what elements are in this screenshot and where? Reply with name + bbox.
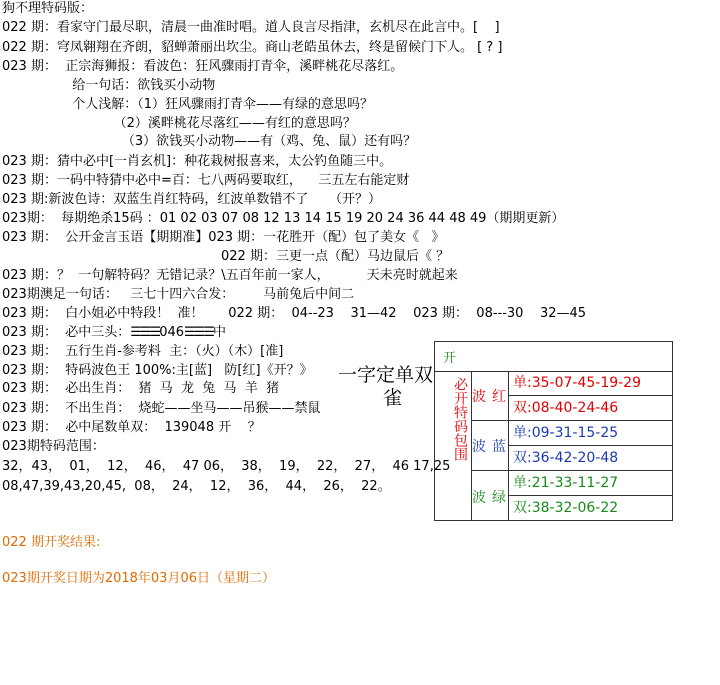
text-line: 023 期：一码中特猜中必中=百：七八两码要取红， 三五左右能定财 — [2, 173, 410, 188]
text-line: 023 期： 特码波色王 100%:主[蓝] 防[红]《开？》 — [2, 363, 313, 378]
blue-odd-row — [509, 421, 672, 446]
line-suffix: 中 — [212, 325, 226, 340]
text-line: 08,47,39,43,20,45, 08， 24， 12， 36， 44， 26， 22。 — [2, 479, 391, 494]
draw-date: 023期开奖日期为2018年03月06日（星期二） — [2, 571, 275, 586]
panel-header-text: 开 — [443, 351, 457, 366]
wave-green-label: 绿波 — [470, 489, 506, 503]
panel-side-text: 必开特码包围 — [452, 377, 468, 461]
text-line: 023 期： 正宗海狮报：看波色：狂风骤雨打青伞，溪畔桃花尽落红。 — [2, 59, 404, 74]
red-odd-row — [509, 371, 672, 396]
wave-blue-cell — [471, 421, 509, 471]
text-line: 022 期：穹凤翱翔在齐朗，貂蝉萧丽出坎尘。商山老皓虽休去，终是留候门下人。 [ ? ] — [2, 40, 503, 55]
row-key: 单: — [513, 375, 532, 391]
text-line: 022 期：三更一点（配）马边鼠后《 ？ — [2, 249, 450, 264]
triple-bar-icon: ☰☰☰ — [184, 325, 213, 340]
line-value: 046 — [159, 325, 185, 340]
text-line: 给一句话：欲钱买小动物 — [2, 78, 216, 93]
text-line: 022 期：看家守门最尽职，清晨一曲准时唱。道人良言尽指津，玄机尽在此言中。[ ] — [2, 20, 500, 35]
text-line: 023 期： 必出生肖： 猪 马 龙 兔 马 羊 猪 — [2, 381, 280, 396]
wave-blue-label: 蓝波 — [470, 438, 506, 453]
wave-red-label: 红波 — [470, 388, 506, 403]
panel-side-label — [435, 371, 472, 520]
triple-bar-icon: ☰☰☰ — [130, 325, 160, 340]
text-line: 023 期： 公开金言玉语【期期准】023 期：一花胜开（配）包了美女《 》 — [2, 230, 445, 245]
text-line: （3）欲钱买小动物——有（鸡、兔、鼠）还有吗？ — [2, 134, 417, 149]
text-line: 023期： 每期绝杀15码 ：01 02 03 07 08 12 13 14 15 19 20 24 36 44 48 49（期期更新） — [2, 211, 565, 226]
row-value: 36-42-20-48 — [531, 450, 619, 466]
green-even-row — [509, 496, 672, 521]
text-line: 023 期： 不出生肖： 烧蛇——坐马——吊猴——禁鼠 — [2, 401, 321, 416]
text-line — [2, 324, 226, 342]
row-key: 双: — [513, 450, 532, 466]
text-line: 023 期:新波色诗：双蓝生肖红特码，红波单数错不了 （开？） — [2, 192, 381, 207]
row-value: 38-32-06-22 — [531, 500, 619, 516]
row-key: 单: — [513, 425, 532, 441]
row-key: 双: — [513, 400, 532, 416]
row-key: 单: — [513, 475, 532, 491]
text-line: 023 期：？ 一句解特码？无错记录？\五百年前一家人， 天未亮时就起来 — [2, 268, 458, 283]
text-line: 023 期： 白小姐必中特段！ 准！ 022 期： 04--23 31—42 023 期： 08---30 32—45 — [2, 306, 587, 321]
row-value: 35-07-45-19-29 — [531, 375, 641, 391]
text-line: 023 期： 必中尾数单双： 139048 开 ？ — [2, 420, 261, 435]
text-line: 023 期：猜中必中[一肖玄机]：种花栽树报喜来，太公钓鱼随三中。 — [2, 154, 393, 169]
doc-title: 狗不理特码版： — [2, 1, 94, 16]
blue-even-row — [509, 446, 672, 471]
text-line: 个人浅解：（1）狂风骤雨打青伞——有绿的意思吗？ — [2, 97, 374, 112]
handwritten-note: 雀 — [383, 387, 403, 409]
text-line: （2）溪畔桃花尽落红——有红的意思吗？ — [2, 116, 356, 131]
text-line: 023期澳足一句话： 三七十四六合发： 马前兔后中间二 — [2, 287, 355, 302]
result-title: 022 期开奖结果: — [2, 535, 101, 550]
text-line: 32，43， 01， 12， 46， 47 06， 38， 19， 22， 27， 46 17,25 — [2, 459, 451, 474]
text-line: 023期特码范围： — [2, 439, 105, 454]
special-code-panel — [434, 341, 673, 521]
row-value: 21-33-11-27 — [531, 475, 619, 491]
wave-red-cell — [471, 371, 509, 421]
row-value: 09-31-15-25 — [531, 425, 619, 441]
wave-green-cell — [471, 471, 509, 521]
row-key: 双: — [513, 500, 532, 516]
text-line: 023 期： 五行生肖-参考料 主：（火）（木）[准] — [2, 344, 284, 359]
line-prefix: 023 期： 必中三头： — [2, 325, 131, 340]
row-value: 08-40-24-46 — [531, 400, 619, 416]
panel-header — [435, 342, 672, 372]
handwritten-note: 一字定单双 — [338, 364, 434, 386]
green-odd-row — [509, 471, 672, 496]
red-even-row — [509, 396, 672, 421]
